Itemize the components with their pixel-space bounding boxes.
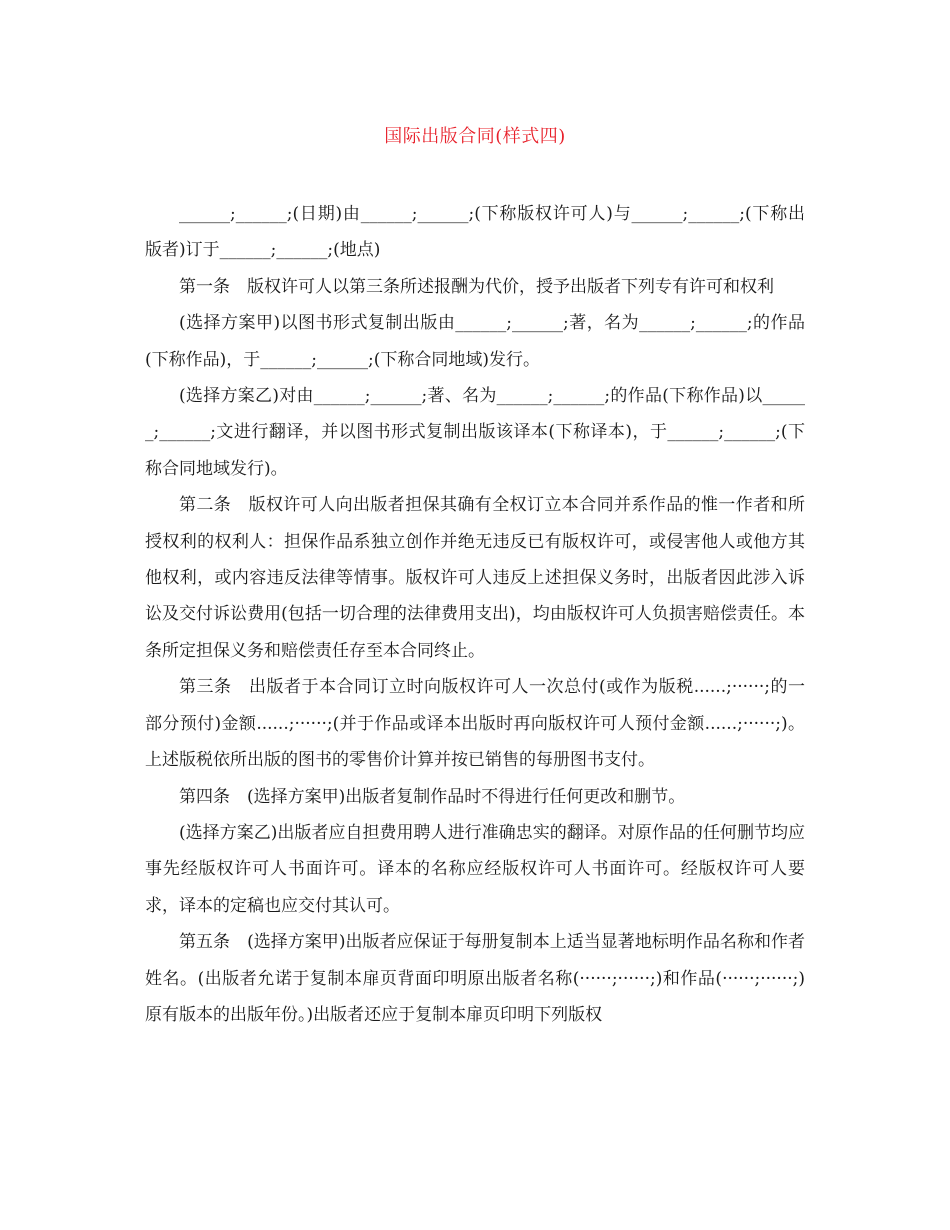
paragraph-article-4: 第四条 (选择方案甲)出版者复制作品时不得进行任何更改和删节。 bbox=[179, 786, 686, 807]
paragraph-option-a-1: (选择方案甲)以图书形式复制出版由______;______;著，名为______;______;的作品(下称作品)，于______;______;(下称合同地域)发行。 bbox=[145, 313, 805, 370]
paragraph-article-2: 第二条 版权许可人向出版者担保其确有全权订立本合同并系作品的惟一作者和所授权利的权利人：担保作品系独立创作并绝无违反已有版权许可，或侵害他人或他方其他权利，或内容违反法律等情事。版权许可人违反上述担保义务时，出版者因此涉入诉讼及交付诉讼费用(包括一切合理的法律费用支出)，均由版权许可人负损害赔偿责任。本条所定担保义务和赔偿责任存至本合同终止。 bbox=[145, 495, 805, 661]
document-body bbox=[145, 196, 805, 1033]
document-title: 国际出版合同(样式四) bbox=[384, 126, 566, 147]
paragraph-article-3: 第三条 出版者于本合同订立时向版权许可人一次总付(或作为版税......;······;的一部分预付)金额......;······;(并于作品或译本出版时再向版权许可人预付金额......;······;)。上述版税依所出版的图书的零售价计算并按已销售的每册图书支付。 bbox=[145, 677, 805, 771]
paragraph-article-1: 第一条 版权许可人以第三条所述报酬为代价，授予出版者下列专有许可和权利 bbox=[179, 276, 774, 297]
paragraph-option-b-1: (选择方案乙)对由______;______;著、名为______;______;的作品(下称作品)以______;______;文进行翻译，并以图书形式复制出版该译本(下称译本)，于______;______;(下称合同地域发行)。 bbox=[145, 386, 805, 479]
paragraph-article-5: 第五条 (选择方案甲)出版者应保证于每册复制本上适当显著地标明作品名称和作者姓名。(出版者允诺于复制本扉页背面印明原出版者名称(······;······;)和作品(······;······;)原有版本的出版年份。)出版者还应于复制本扉页印明下列版权 bbox=[145, 932, 805, 1025]
paragraph-option-b-4: (选择方案乙)出版者应自担费用聘人进行准确忠实的翻译。对原作品的任何删节均应事先经版权许可人书面许可。译本的名称应经版权许可人书面许可。经版权许可人要求，译本的定稿也应交付其认可。 bbox=[145, 822, 805, 916]
paragraph-parties: ______;______;(日期)由______;______;(下称版权许可人)与______;______;(下称出版者)订于______;______;(地点) bbox=[145, 204, 805, 261]
